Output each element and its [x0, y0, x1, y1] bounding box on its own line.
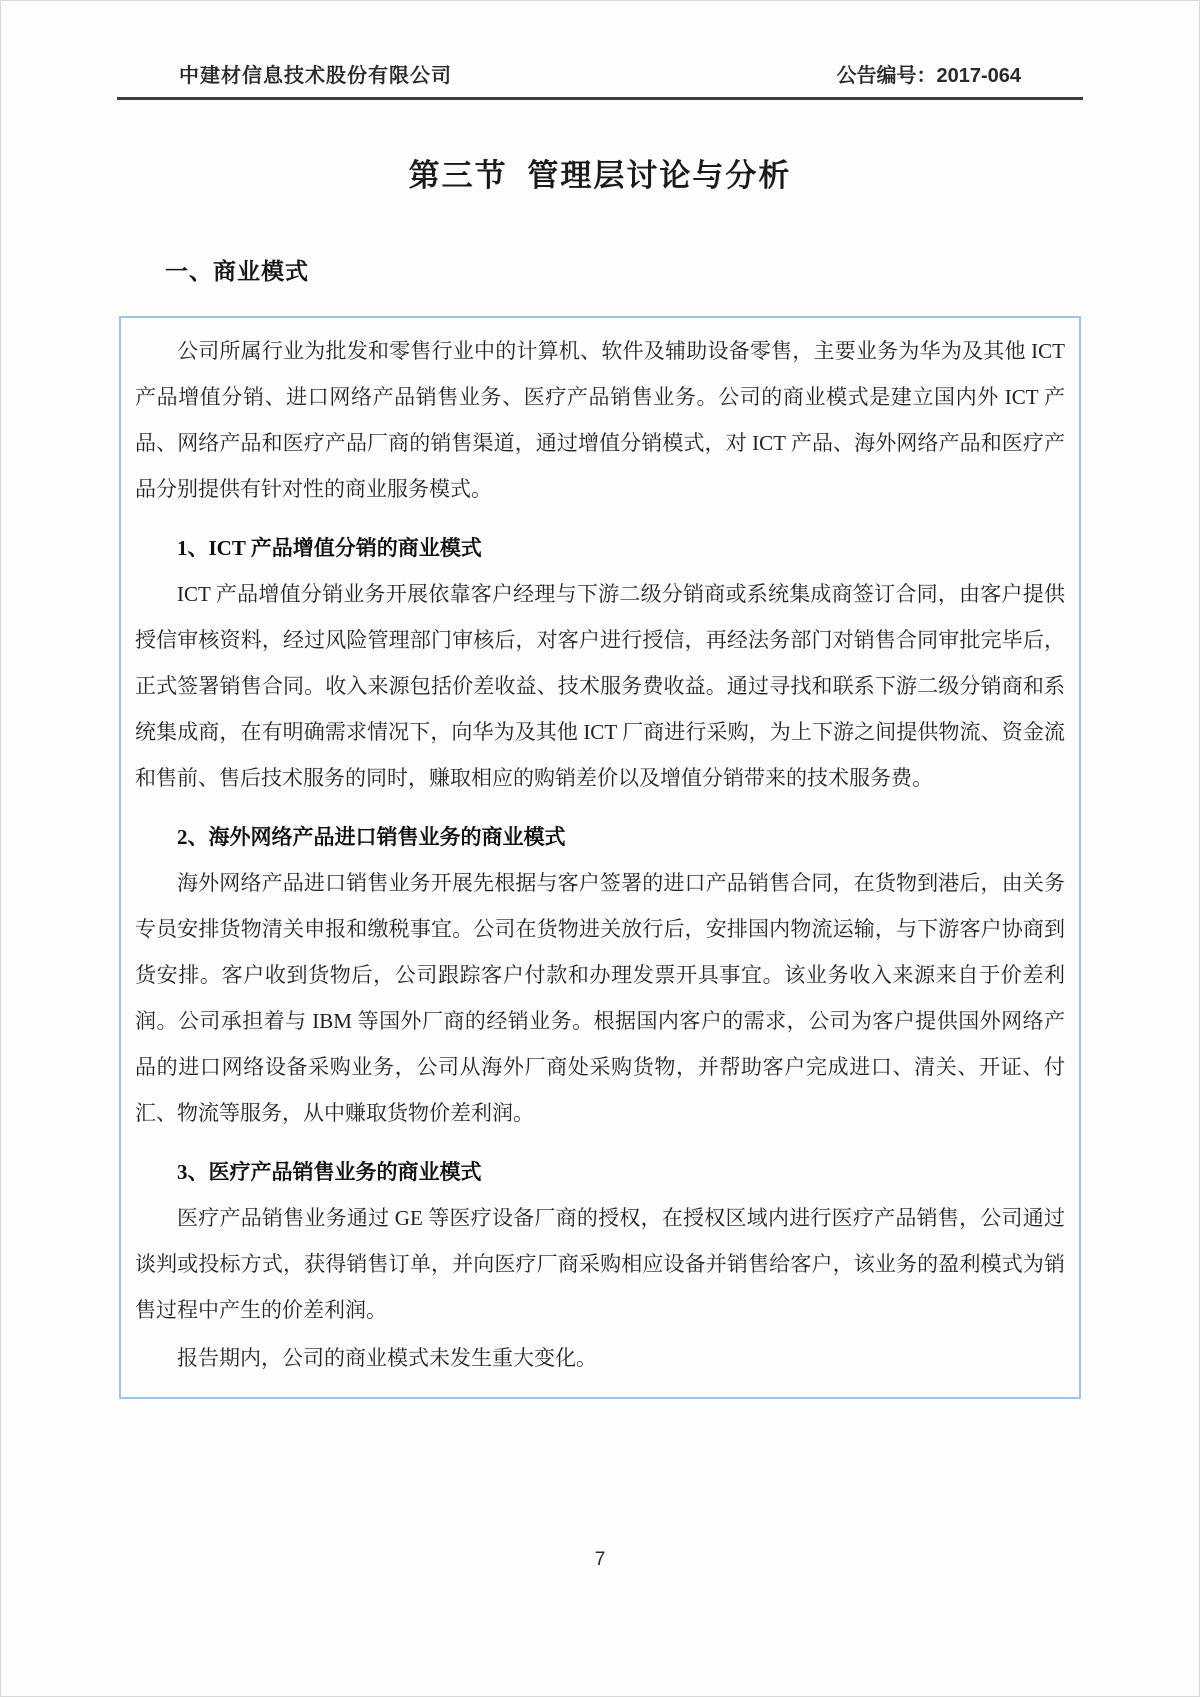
announcement-number	[836, 59, 1021, 88]
subsection-heading-2: 2、海外网络产品进口销售业务的商业模式	[177, 825, 566, 849]
closing-paragraph: 报告期内，公司的商业模式未发生重大变化。	[177, 1346, 597, 1370]
subsection-body-3: 医疗产品销售业务通过 GE 等医疗设备厂商的授权，在授权区域内进行医疗产品销售，公司通过谈判或投标方式，获得销售订单，并向医疗厂商采购相应设备并销售给客户，该业务的盈利模式为销售过程中产生的价差利润。	[135, 1206, 1065, 1322]
company-name: 中建材信息技术股份有限公司	[179, 65, 452, 87]
page-header	[119, 59, 1081, 88]
subsection-heading-1: 1、ICT 产品增值分销的商业模式	[177, 536, 482, 560]
content-box	[119, 316, 1081, 1399]
header-divider	[117, 97, 1083, 100]
announcement-value: 2017-064	[936, 65, 1021, 87]
intro-paragraph: 公司所属行业为批发和零售行业中的计算机、软件及辅助设备零售，主要业务为华为及其他 ICT 产品增值分销、进口网络产品销售业务、医疗产品销售业务。公司的商业模式是建立国内外 ICT 产品、网络产品和医疗产品厂商的销售渠道，通过增值分销模式，对 ICT 产品、海外网络产品和医疗产品分别提供有针对性的商业服务模式。	[135, 339, 1065, 501]
section-heading: 一、商业模式	[165, 258, 309, 284]
subsection-heading-3: 3、医疗产品销售业务的商业模式	[177, 1160, 482, 1184]
subsection-body-1: ICT 产品增值分销业务开展依靠客户经理与下游二级分销商或系统集成商签订合同，由客户提供授信审核资料，经过风险管理部门审核后，对客户进行授信，再经法务部门对销售合同审批完毕后，正式签署销售合同。收入来源包括价差收益、技术服务费收益。通过寻找和联系下游二级分销商和系统集成商，在有明确需求情况下，向华为及其他 ICT 厂商进行采购，为上下游之间提供物流、资金流和售前、售后技术服务的同时，赚取相应的购销差价以及增值分销带来的技术服务费。	[135, 582, 1065, 790]
announcement-label: 公告编号：	[836, 65, 937, 87]
page-number: 7	[594, 1549, 606, 1570]
subsection-body-2: 海外网络产品进口销售业务开展先根据与客户签署的进口产品销售合同，在货物到港后，由关务专员安排货物清关申报和缴税事宜。公司在货物进关放行后，安排国内物流运输，与下游客户协商到货安排。客户收到货物后，公司跟踪客户付款和办理发票开具事宜。该业务收入来源来自于价差利润。公司承担着与 IBM 等国外厂商的经销业务。根据国内客户的需求，公司为客户提供国外网络产品的进口网络设备采购业务，公司从海外厂商处采购货物，并帮助客户完成进口、清关、开证、付汇、物流等服务，从中赚取货物价差利润。	[135, 871, 1065, 1125]
page-title: 第三节 管理层讨论与分析	[408, 158, 792, 193]
